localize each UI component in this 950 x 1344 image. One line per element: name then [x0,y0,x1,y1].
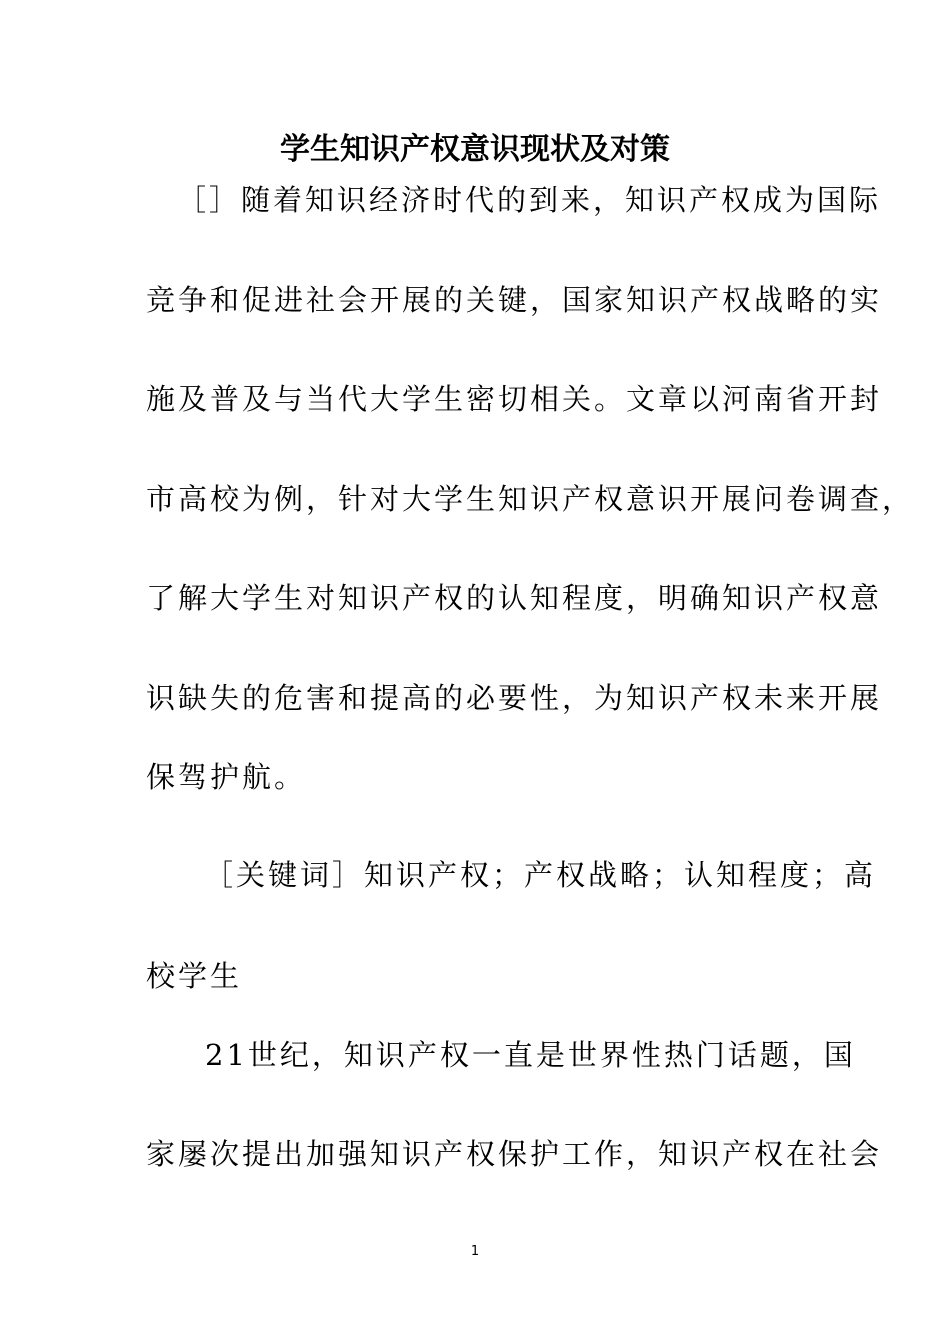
abstract-line-1: ［］随着知识经济时代的到来，知识产权成为国际 [177,183,882,217]
abstract-line-5: 了解大学生对知识产权的认知程度，明确知识产权意 [146,581,883,615]
abstract-line-4: 市高校为例，针对大学生知识产权意识开展问卷调查， [146,482,915,516]
body-line-2: 家屡次提出加强知识产权保护工作，知识产权在社会 [146,1137,883,1171]
body-line-1: 21世纪，知识产权一直是世界性热门话题，国 [205,1038,856,1072]
keywords-line-1: ［关键词］知识产权；产权战略；认知程度；高 [204,858,877,892]
abstract-line-7: 保驾护航。 [146,760,307,794]
keywords-line-2: 校学生 [146,959,243,993]
document-title: 学生知识产权意识现状及对策 [280,132,670,167]
abstract-line-3: 施及普及与当代大学生密切相关。文章以河南省开封 [146,382,883,416]
abstract-line-2: 竞争和促进社会开展的关键，国家知识产权战略的实 [146,283,883,317]
page-number: 1 [470,1244,480,1259]
abstract-line-6: 识缺失的危害和提高的必要性，为知识产权未来开展 [146,681,883,715]
